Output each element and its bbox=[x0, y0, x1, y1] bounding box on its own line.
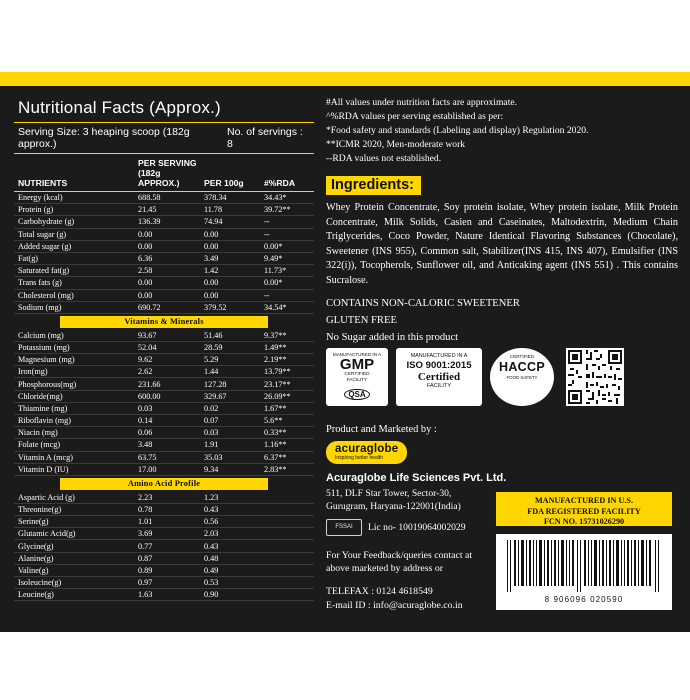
table-row bbox=[14, 216, 314, 228]
barcode-bars bbox=[503, 538, 665, 594]
row-label: Chloride(mg) bbox=[14, 390, 134, 402]
row-per-serving: 0.00 bbox=[134, 240, 200, 252]
iso-top-label: MANUFACTURED IN A bbox=[410, 353, 468, 359]
row-rda: 9.49* bbox=[260, 252, 314, 264]
brand-name: acuraglobe bbox=[335, 443, 399, 455]
row-rda: 1.67** bbox=[260, 402, 314, 414]
fda-line-1: MANUFACTURED IN U.S. bbox=[534, 496, 634, 505]
row-label: Isoleucine(g) bbox=[14, 577, 134, 589]
table-row bbox=[14, 240, 314, 252]
row-per-100g: 0.00 bbox=[200, 228, 260, 240]
row-per-serving: 2.62 bbox=[134, 366, 200, 378]
table-row bbox=[14, 341, 314, 353]
row-per-serving: 63.75 bbox=[134, 451, 200, 463]
fssai-logo-icon: FSSAI bbox=[326, 519, 362, 536]
row-rda bbox=[260, 589, 314, 601]
col-nutrients: NUTRIENTS bbox=[14, 156, 134, 192]
gmp-main-label: GMP bbox=[339, 356, 375, 374]
row-rda: 6.37** bbox=[260, 451, 314, 463]
iso-facility-label: FACILITY bbox=[426, 382, 452, 389]
row-per-serving: 0.00 bbox=[134, 289, 200, 301]
ingredients-heading: Ingredients: bbox=[326, 176, 421, 195]
row-label: Calcium (mg) bbox=[14, 330, 134, 342]
row-label: Serine(g) bbox=[14, 516, 134, 528]
row-per-100g: 0.43 bbox=[200, 503, 260, 515]
row-per-100g: 0.90 bbox=[200, 589, 260, 601]
table-row bbox=[14, 528, 314, 540]
row-label: Phosphorous(mg) bbox=[14, 378, 134, 390]
row-per-100g: 0.56 bbox=[200, 516, 260, 528]
row-label: Saturated fat(g) bbox=[14, 265, 134, 277]
row-rda bbox=[260, 577, 314, 589]
haccp-bottom-label: FOOD SAFETY bbox=[506, 374, 538, 380]
gmp-top-label: MANUFACTURED IN A bbox=[332, 352, 382, 357]
serving-size: Serving Size: 3 heaping scoop (182g approx.) bbox=[18, 126, 190, 150]
table-header-row bbox=[14, 156, 314, 192]
note-line: --RDA values not established. bbox=[326, 153, 442, 164]
ingredients-body: Whey Protein Concentrate, Soy protein isolate, Whey protein isolate, Milk Protein Concentrate, Milk Solids, Casien and Caseinates, Maltodextrin, Medium Chain Triglycerides, Coco Powder, Nature Identical Flavoring Substances (Chocolate), Sweetener (INS 955), Common salt, Stabilizer(INS 415, INS 407), Emulsifier (INS 322(i)), Tocopherols, Sunflower oil, and Anticaking agent (INS 551) . This contains Sucralose. bbox=[326, 202, 678, 286]
row-rda: 26.09** bbox=[260, 390, 314, 402]
table-row bbox=[14, 451, 314, 463]
row-per-serving: 0.03 bbox=[134, 402, 200, 414]
feedback-line-1: For Your Feedback/queries contact at bbox=[326, 549, 473, 561]
row-rda: 1.16** bbox=[260, 439, 314, 451]
row-rda bbox=[260, 492, 314, 504]
row-rda: 0.33** bbox=[260, 427, 314, 439]
license-number: Lic no- 10019064002029 bbox=[368, 521, 466, 533]
row-per-100g: 51.46 bbox=[200, 330, 260, 342]
col-rda: #%RDA bbox=[260, 156, 314, 192]
fda-registered-box bbox=[496, 492, 672, 526]
section-header-vitamins bbox=[14, 313, 314, 329]
row-rda bbox=[260, 564, 314, 576]
row-per-serving: 1.01 bbox=[134, 516, 200, 528]
row-rda bbox=[260, 540, 314, 552]
title-divider bbox=[14, 122, 314, 123]
address-line-2: Gurugram, Haryana-122001(India) bbox=[326, 501, 461, 513]
row-rda: -- bbox=[260, 228, 314, 240]
section-header-amino bbox=[14, 475, 314, 491]
table-row bbox=[14, 204, 314, 216]
row-label: Carbohydrate (g) bbox=[14, 216, 134, 228]
row-label: Magnesium (mg) bbox=[14, 354, 134, 366]
telefax: TELEFAX : 0124 4618549 bbox=[326, 586, 433, 597]
row-per-serving: 3.48 bbox=[134, 439, 200, 451]
row-label: Threonine(g) bbox=[14, 503, 134, 515]
row-rda: 23.17** bbox=[260, 378, 314, 390]
row-per-100g: 5.29 bbox=[200, 354, 260, 366]
gmp-sub1-label: CERTIFIED bbox=[344, 372, 370, 378]
table-row bbox=[14, 390, 314, 402]
brand-logo bbox=[326, 441, 576, 464]
row-label: Energy (kcal) bbox=[14, 192, 134, 204]
row-label: Fat(g) bbox=[14, 252, 134, 264]
qr-code-icon[interactable] bbox=[566, 348, 624, 406]
row-rda: -- bbox=[260, 216, 314, 228]
row-rda: 34.54* bbox=[260, 301, 314, 313]
row-per-serving: 9.62 bbox=[134, 354, 200, 366]
row-per-serving: 0.78 bbox=[134, 503, 200, 515]
company-name: Acuraglobe Life Sciences Pvt. Ltd. bbox=[326, 472, 507, 484]
row-per-100g: 9.34 bbox=[200, 463, 260, 475]
top-yellow-strip bbox=[0, 72, 690, 86]
row-label: Cholesterol (mg) bbox=[14, 289, 134, 301]
haccp-main-label: HACCP bbox=[499, 359, 545, 374]
table-row bbox=[14, 492, 314, 504]
table-row bbox=[14, 516, 314, 528]
brand-tagline: Inspiring better health bbox=[335, 455, 384, 461]
row-rda: 2.19** bbox=[260, 354, 314, 366]
barcode-number: 8 906096 020590 bbox=[544, 595, 624, 604]
iso-certified-icon bbox=[396, 348, 482, 406]
iso-certified-label: Certified bbox=[417, 370, 461, 383]
table-row bbox=[14, 330, 314, 342]
row-per-100g: 1.42 bbox=[200, 265, 260, 277]
row-per-100g: 379.52 bbox=[200, 301, 260, 313]
table-row bbox=[14, 301, 314, 313]
table-row bbox=[14, 414, 314, 426]
address-line-1: 511, DLF Star Tower, Sector-30, bbox=[326, 488, 452, 499]
row-per-100g: 28.59 bbox=[200, 341, 260, 353]
row-per-serving: 136.39 bbox=[134, 216, 200, 228]
row-per-serving: 600.00 bbox=[134, 390, 200, 402]
row-per-100g: 378.34 bbox=[200, 192, 260, 204]
gmp-certified-icon bbox=[326, 348, 388, 406]
row-per-serving: 0.77 bbox=[134, 540, 200, 552]
row-per-serving: 231.66 bbox=[134, 378, 200, 390]
servings-count: No. of servings : 8 bbox=[226, 126, 303, 150]
right-panel bbox=[326, 96, 678, 343]
row-per-100g: 0.43 bbox=[200, 540, 260, 552]
row-label: Folate (mcg) bbox=[14, 439, 134, 451]
table-row bbox=[14, 463, 314, 475]
row-per-100g: 74.94 bbox=[200, 216, 260, 228]
table-row bbox=[14, 540, 314, 552]
row-per-100g: 0.00 bbox=[200, 277, 260, 289]
barcode bbox=[496, 534, 672, 610]
row-label: Glycine(g) bbox=[14, 540, 134, 552]
table-row bbox=[14, 265, 314, 277]
row-label: Riboflavin (mg) bbox=[14, 414, 134, 426]
row-rda: -- bbox=[260, 289, 314, 301]
fda-line-3: FCN NO. 15731026290 bbox=[543, 517, 625, 526]
row-per-100g: 0.53 bbox=[200, 577, 260, 589]
haccp-certified-icon bbox=[490, 348, 554, 406]
row-label: Trans fats (g) bbox=[14, 277, 134, 289]
table-row bbox=[14, 192, 314, 204]
rda-notes bbox=[326, 96, 678, 166]
col-per-100g: PER 100g bbox=[200, 156, 260, 192]
row-label: Leucine(g) bbox=[14, 589, 134, 601]
row-rda: 2.83** bbox=[260, 463, 314, 475]
table-row bbox=[14, 354, 314, 366]
feedback-line-2: above marketed by address or bbox=[326, 563, 443, 575]
nutrition-rows bbox=[14, 192, 314, 601]
no-sugar-note: No Sugar added in this product bbox=[326, 331, 459, 343]
row-rda: 9.37** bbox=[260, 330, 314, 342]
row-label: Total sugar (g) bbox=[14, 228, 134, 240]
table-row bbox=[14, 378, 314, 390]
row-per-serving: 0.89 bbox=[134, 564, 200, 576]
gmp-mark-label: QSA bbox=[344, 389, 369, 400]
row-label: Vitamin D (IU) bbox=[14, 463, 134, 475]
row-per-serving: 0.97 bbox=[134, 577, 200, 589]
serving-divider bbox=[14, 153, 314, 154]
row-per-serving: 1.63 bbox=[134, 589, 200, 601]
row-label: Sodium (mg) bbox=[14, 301, 134, 313]
row-per-100g: 1.91 bbox=[200, 439, 260, 451]
row-rda bbox=[260, 516, 314, 528]
row-label: Protein (g) bbox=[14, 204, 134, 216]
marketed-by-label: Product and Marketed by : bbox=[326, 424, 437, 435]
col-per-serving: PER SERVING (182g APPROX.) bbox=[134, 156, 200, 192]
row-rda: 5.6** bbox=[260, 414, 314, 426]
haccp-top-label: CERTIFIED bbox=[509, 354, 535, 359]
row-label: Aspartic Acid (g) bbox=[14, 492, 134, 504]
table-row bbox=[14, 366, 314, 378]
table-row bbox=[14, 564, 314, 576]
nutrition-facts-panel bbox=[14, 96, 314, 624]
row-per-serving: 0.87 bbox=[134, 552, 200, 564]
row-rda bbox=[260, 503, 314, 515]
row-per-100g: 0.00 bbox=[200, 289, 260, 301]
table-row bbox=[14, 427, 314, 439]
gluten-free-note: GLUTEN FREE bbox=[326, 314, 397, 326]
gmp-sub2-label: FACILITY bbox=[346, 378, 368, 383]
row-per-100g: 127.28 bbox=[200, 378, 260, 390]
row-per-serving: 0.14 bbox=[134, 414, 200, 426]
row-per-100g: 329.67 bbox=[200, 390, 260, 402]
row-per-serving: 2.23 bbox=[134, 492, 200, 504]
table-row bbox=[14, 228, 314, 240]
row-rda bbox=[260, 528, 314, 540]
vitamins-band-label: Vitamins & Minerals bbox=[60, 316, 268, 328]
row-per-100g: 0.48 bbox=[200, 552, 260, 564]
row-per-100g: 3.49 bbox=[200, 252, 260, 264]
row-label: Niacin (mg) bbox=[14, 427, 134, 439]
row-per-serving: 0.00 bbox=[134, 277, 200, 289]
row-per-100g: 0.49 bbox=[200, 564, 260, 576]
top-white-band bbox=[0, 0, 690, 72]
row-per-100g: 1.44 bbox=[200, 366, 260, 378]
row-rda: 0.00* bbox=[260, 240, 314, 252]
row-label: Valine(g) bbox=[14, 564, 134, 576]
fda-line-2: FDA REGISTERED FACILITY bbox=[527, 506, 641, 516]
serving-info-row bbox=[14, 125, 314, 152]
brand-logo-badge bbox=[326, 441, 407, 464]
note-line: **ICMR 2020, Men-moderate work bbox=[326, 139, 466, 150]
table-row bbox=[14, 577, 314, 589]
row-per-100g: 0.07 bbox=[200, 414, 260, 426]
row-per-serving: 0.06 bbox=[134, 427, 200, 439]
row-per-serving: 93.67 bbox=[134, 330, 200, 342]
row-per-serving: 0.00 bbox=[134, 228, 200, 240]
bottom-white-band bbox=[0, 632, 690, 700]
row-rda bbox=[260, 552, 314, 564]
row-label: Added sugar (g) bbox=[14, 240, 134, 252]
row-per-100g: 11.78 bbox=[200, 204, 260, 216]
nutrition-table bbox=[14, 156, 314, 601]
table-row bbox=[14, 589, 314, 601]
table-row bbox=[14, 277, 314, 289]
certification-badges bbox=[326, 348, 678, 410]
row-per-100g: 0.02 bbox=[200, 402, 260, 414]
table-row bbox=[14, 439, 314, 451]
row-label: Iron(mg) bbox=[14, 366, 134, 378]
row-per-serving: 2.58 bbox=[134, 265, 200, 277]
row-per-serving: 688.58 bbox=[134, 192, 200, 204]
table-row bbox=[14, 289, 314, 301]
row-per-serving: 21.45 bbox=[134, 204, 200, 216]
row-per-serving: 52.04 bbox=[134, 341, 200, 353]
email[interactable]: E-mail ID : info@acuraglobe.co.in bbox=[326, 600, 463, 611]
page-title: Nutritional Facts (Approx.) bbox=[18, 98, 221, 117]
sweetener-note: CONTAINS NON-CALORIC SWEETENER bbox=[326, 297, 520, 309]
row-per-100g: 35.03 bbox=[200, 451, 260, 463]
row-label: Potassium (mg) bbox=[14, 341, 134, 353]
row-rda: 11.73* bbox=[260, 265, 314, 277]
table-row bbox=[14, 402, 314, 414]
row-label: Glutamic Acid(g) bbox=[14, 528, 134, 540]
amino-band-label: Amino Acid Profile bbox=[60, 478, 268, 490]
table-row bbox=[14, 252, 314, 264]
row-rda: 13.79** bbox=[260, 366, 314, 378]
table-row bbox=[14, 503, 314, 515]
row-per-100g: 0.00 bbox=[200, 240, 260, 252]
row-per-serving: 3.69 bbox=[134, 528, 200, 540]
row-rda: 39.72** bbox=[260, 204, 314, 216]
note-line: #All values under nutrition facts are approximate. bbox=[326, 97, 518, 108]
note-line: *Food safety and standards (Labeling and display) Regulation 2020. bbox=[326, 125, 589, 136]
row-per-100g: 1.23 bbox=[200, 492, 260, 504]
row-label: Vitamin A (mcg) bbox=[14, 451, 134, 463]
iso-main-label: ISO 9001:2015 bbox=[406, 359, 472, 371]
row-label: Thiamine (mg) bbox=[14, 402, 134, 414]
row-per-100g: 0.03 bbox=[200, 427, 260, 439]
row-rda: 0.00* bbox=[260, 277, 314, 289]
row-rda: 34.43* bbox=[260, 192, 314, 204]
table-row bbox=[14, 552, 314, 564]
row-per-serving: 6.36 bbox=[134, 252, 200, 264]
row-per-serving: 17.00 bbox=[134, 463, 200, 475]
row-rda: 1.49** bbox=[260, 341, 314, 353]
note-line: ^%RDA values per serving established as per: bbox=[326, 111, 504, 122]
row-label: Alanine(g) bbox=[14, 552, 134, 564]
row-per-100g: 2.03 bbox=[200, 528, 260, 540]
row-per-serving: 690.72 bbox=[134, 301, 200, 313]
